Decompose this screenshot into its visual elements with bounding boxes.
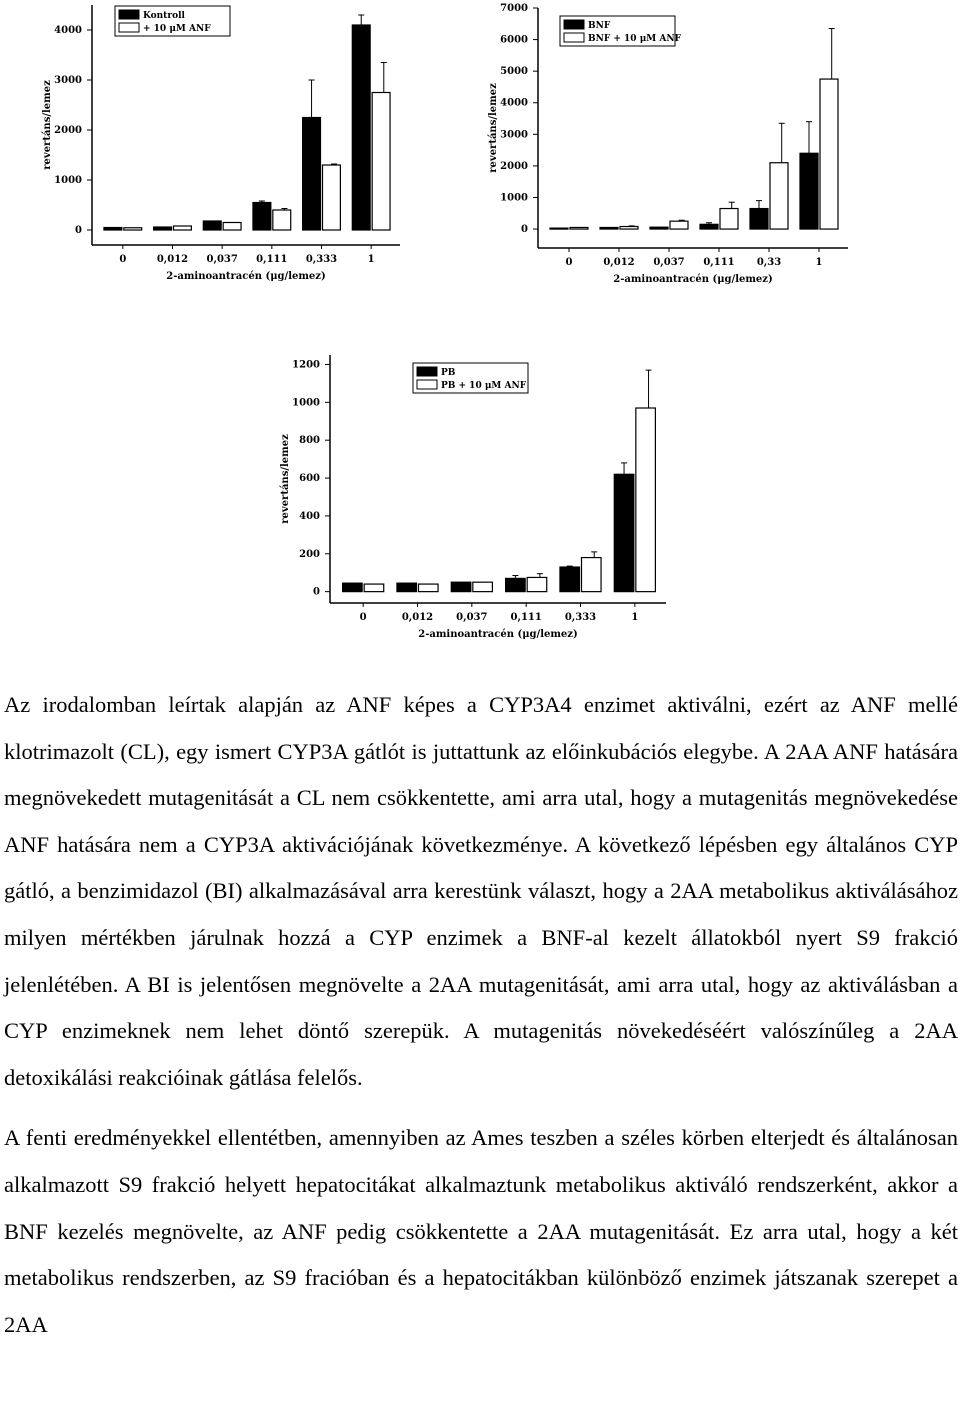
chart-bnf-svg bbox=[478, 0, 878, 290]
bar-series-2 bbox=[473, 582, 493, 591]
x-tick-label: 0,012 bbox=[401, 612, 434, 623]
bar-series-2 bbox=[323, 165, 341, 230]
x-tick-label: 1 bbox=[367, 254, 375, 265]
x-axis-label: 2-aminoantracén (μg/lemez) bbox=[613, 274, 773, 285]
legend-label-series-1: Kontroll bbox=[143, 11, 185, 21]
legend-swatch-series-2 bbox=[119, 23, 139, 32]
paragraph-2-text: A fenti eredményekkel ellentétben, amennyiben az Ames teszben a széles körben elterjedt és általánosan alkalmazott S9 frakció helyett hepatocitákat alkalmaztunk metabolikus aktiváló rendszerként, akkor a BNF kezelés megnövelte, az ANF pedig csökkentette a 2AA mutagenitását. Ez arra utal, hogy a két metabolikus rendszerben, az S9 fracióban és a hepatocitákban különböző enzimek játszanak szerepet a 2AA bbox=[4, 1125, 958, 1337]
x-tick-label: 0,111 bbox=[256, 254, 288, 265]
x-tick-label: 0 bbox=[565, 257, 573, 268]
y-tick-label: 3000 bbox=[500, 129, 528, 141]
legend-swatch-series-1 bbox=[119, 10, 139, 19]
bar-series-2 bbox=[820, 79, 838, 229]
y-tick-label: 200 bbox=[299, 548, 320, 560]
bar-series-1 bbox=[352, 25, 370, 230]
y-tick-label: 2000 bbox=[54, 125, 82, 136]
bar-series-1 bbox=[154, 227, 172, 230]
paragraph-1: Az irodalomban leírtak alapján az ANF képes a CYP3A4 enzimet aktiválni, ezért az ANF mellé klotrimazolt (CL), egy ismert CYP3A gátlót is juttattunk az előinkubációs elegybe. A 2AA ANF hatására megnövekedett mutagenitását a CL nem csökkentette, ami arra utal, hogy a mutagenitás megnövekedése ANF hatására nem a CYP3A aktivációjának következménye. A következő lépésben egy általános CYP gátló, a benzimidazol (BI) alkalmazásával arra kerestünk választ, hogy a 2AA metabolikus aktiválásához milyen mértékben járulnak hozzá a CYP enzimek a BNF-al kezelt állatokból nyert S9 frakció jelenlétében. A BI is jelentősen megnövelte a 2AA mutagenitását, ami arra utal, hogy az aktiválásban a CYP enzimeknek nem lehet döntő szerepük. A mutagenitás növekedéséért valószínűleg a 2AA detoxikálási reakcióinak gátlása felelős. bbox=[4, 692, 958, 1090]
legend-swatch-series-1 bbox=[564, 20, 584, 29]
bar-series-2 bbox=[570, 227, 588, 229]
x-tick-label: 0,333 bbox=[564, 612, 597, 623]
x-tick-label: 0 bbox=[359, 612, 367, 623]
x-tick-label: 0,037 bbox=[653, 257, 685, 268]
chart-pb bbox=[278, 345, 688, 645]
body-text bbox=[4, 682, 958, 1337]
legend-swatch-series-2 bbox=[564, 33, 584, 42]
y-tick-label: 600 bbox=[299, 473, 320, 485]
bar-series-2 bbox=[372, 93, 390, 231]
y-tick-label: 0 bbox=[75, 225, 82, 236]
bar-series-2 bbox=[419, 584, 439, 592]
bar-series-2 bbox=[223, 223, 241, 231]
bar-series-2 bbox=[620, 227, 638, 230]
bar-series-1 bbox=[303, 118, 321, 231]
bar-series-1 bbox=[560, 567, 580, 592]
x-tick-label: 1 bbox=[631, 612, 639, 623]
y-tick-label: 800 bbox=[299, 435, 320, 447]
x-tick-label: 0,037 bbox=[456, 612, 488, 623]
bar-series-1 bbox=[750, 209, 768, 230]
bar-series-2 bbox=[636, 408, 656, 592]
x-axis-label: 2-aminoantracén (μg/lemez) bbox=[418, 629, 578, 640]
legend-label-series-1: BNF bbox=[588, 21, 611, 31]
y-tick-label: 4000 bbox=[500, 97, 528, 109]
bar-series-1 bbox=[397, 583, 417, 592]
y-axis-label: revertáns/lemez bbox=[488, 83, 499, 173]
bar-series-2 bbox=[364, 584, 384, 592]
x-tick-label: 0,333 bbox=[305, 254, 338, 265]
bar-series-1 bbox=[614, 474, 634, 591]
y-tick-label: 2000 bbox=[500, 160, 528, 172]
y-tick-label: 400 bbox=[299, 510, 320, 522]
y-tick-label: 0 bbox=[521, 224, 528, 236]
y-tick-label: 1200 bbox=[292, 359, 320, 371]
bar-series-1 bbox=[203, 221, 221, 230]
bar-series-1 bbox=[506, 578, 526, 591]
y-tick-label: 1000 bbox=[292, 397, 320, 409]
bar-series-1 bbox=[600, 227, 618, 229]
x-tick-label: 0,33 bbox=[756, 257, 782, 268]
y-axis-label: revertáns/lemez bbox=[42, 80, 53, 170]
bar-series-1 bbox=[550, 228, 568, 229]
bar-series-2 bbox=[670, 221, 688, 229]
y-tick-label: 1000 bbox=[500, 192, 528, 204]
bar-series-1 bbox=[800, 153, 818, 229]
paragraph-2 bbox=[4, 1115, 958, 1337]
legend-label-series-2: PB + 10 μM ANF bbox=[441, 381, 527, 391]
legend-label-series-2: + 10 μM ANF bbox=[143, 24, 211, 34]
y-tick-label: 6000 bbox=[500, 34, 528, 46]
x-tick-label: 1 bbox=[815, 257, 823, 268]
chart-kontroll-svg bbox=[30, 0, 430, 290]
x-axis-label: 2-aminoantracén (μg/lemez) bbox=[166, 271, 326, 282]
bar-series-1 bbox=[104, 228, 122, 231]
y-tick-label: 0 bbox=[313, 586, 320, 598]
x-tick-label: 0,111 bbox=[703, 257, 735, 268]
legend-swatch-series-2 bbox=[417, 380, 437, 389]
x-tick-label: 0,037 bbox=[206, 254, 238, 265]
bar-series-2 bbox=[770, 163, 788, 229]
chart-bnf bbox=[478, 0, 878, 290]
y-axis-label: revertáns/lemez bbox=[280, 434, 291, 524]
x-tick-label: 0 bbox=[119, 254, 127, 265]
bar-series-2 bbox=[720, 209, 738, 230]
bar-series-1 bbox=[451, 582, 471, 591]
bar-series-2 bbox=[124, 228, 142, 230]
chart-kontroll bbox=[30, 0, 430, 290]
y-tick-label: 1000 bbox=[54, 175, 82, 186]
bar-series-1 bbox=[650, 227, 668, 229]
legend-label-series-2: BNF + 10 μM ANF bbox=[588, 34, 681, 44]
bar-series-2 bbox=[174, 226, 192, 230]
legend-label-series-1: PB bbox=[441, 368, 456, 378]
bar-series-2 bbox=[527, 577, 547, 591]
bar-series-1 bbox=[343, 583, 363, 592]
bar-series-1 bbox=[253, 203, 271, 231]
x-tick-label: 0,111 bbox=[510, 612, 542, 623]
y-tick-label: 7000 bbox=[500, 3, 528, 14]
y-tick-label: 3000 bbox=[54, 75, 82, 86]
legend-swatch-series-1 bbox=[417, 367, 437, 376]
bar-series-2 bbox=[273, 210, 291, 230]
chart-pb-svg bbox=[278, 345, 688, 645]
y-tick-label: 5000 bbox=[500, 66, 528, 78]
bar-series-2 bbox=[582, 558, 602, 592]
y-tick-label: 4000 bbox=[54, 25, 82, 36]
x-tick-label: 0,012 bbox=[156, 254, 189, 265]
bar-series-1 bbox=[700, 224, 718, 229]
x-tick-label: 0,012 bbox=[603, 257, 635, 268]
